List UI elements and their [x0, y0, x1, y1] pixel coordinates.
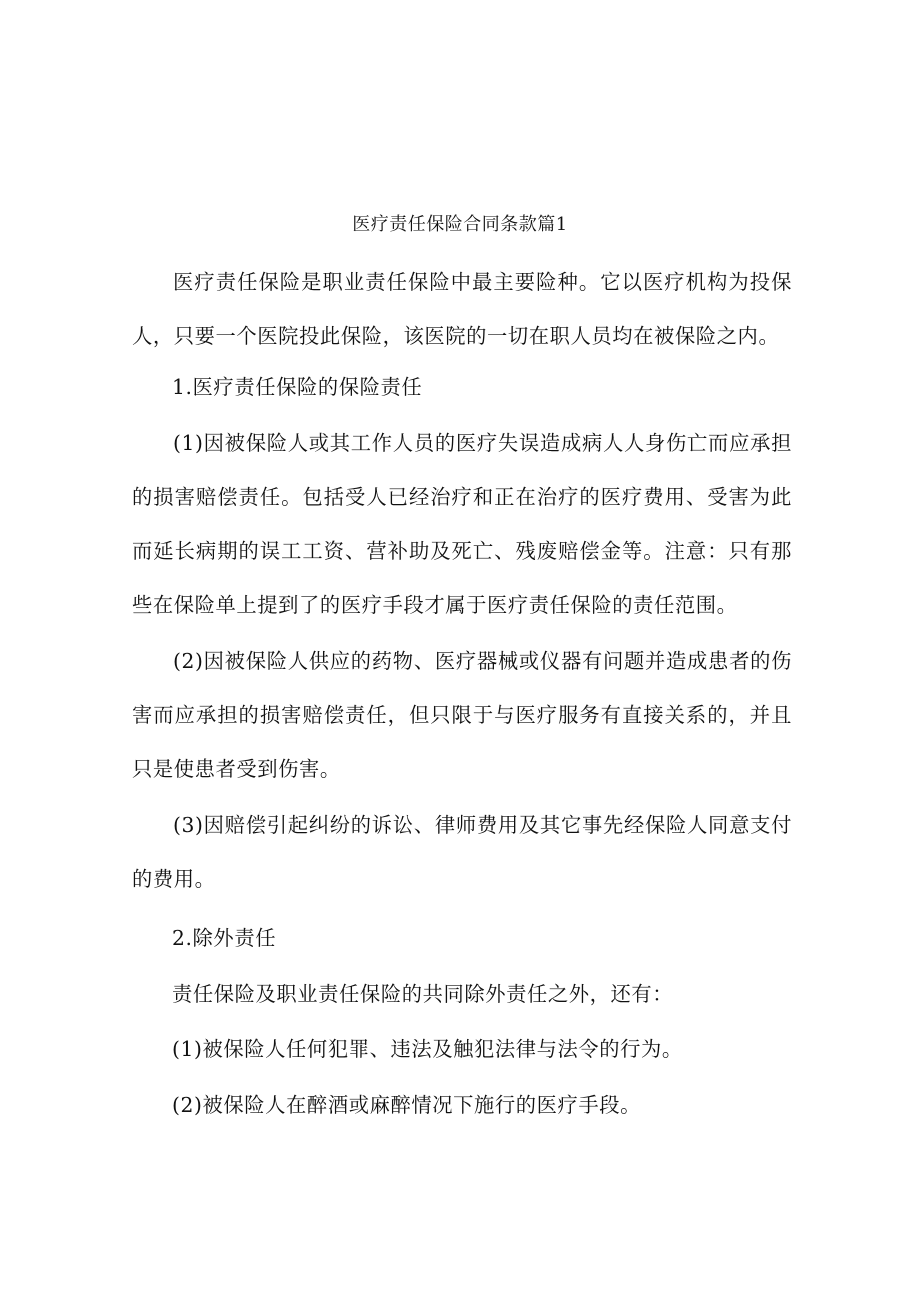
section-2-heading: 2.除外责任	[172, 926, 277, 950]
document-title: 医疗责任保险合同条款篇1	[352, 214, 568, 235]
section-1-item-1: (1)因被保险人或其工作人员的医疗失误造成病人人身伤亡而应承担的损害赔偿责任。包括受人已经治疗和正在治疗的医疗费用、受害为此而延长病期的误工工资、营补助及死亡、残废赔偿金等。注意：只有那些在保险单上提到了的医疗手段才属于医疗责任保险的责任范围。	[132, 431, 792, 617]
intro-paragraph: 医疗责任保险是职业责任保险中最主要险种。它以医疗机构为投保人，只要一个医院投此保险，该医院的一切在职人员均在被保险之内。	[132, 270, 792, 348]
section-1-item-2: (2)因被保险人供应的药物、医疗器械或仪器有问题并造成患者的伤害而应承担的损害赔偿责任，但只限于与医疗服务有直接关系的，并且只是使患者受到伤害。	[132, 649, 792, 781]
section-1-item-3: (3)因赔偿引起纠纷的诉讼、律师费用及其它事先经保险人同意支付的费用。	[132, 813, 792, 891]
section-2-item-2: (2)被保险人在醉酒或麻醉情况下施行的医疗手段。	[172, 1093, 642, 1117]
section-1-heading: 1.医疗责任保险的保险责任	[172, 375, 423, 399]
section-2-lead: 责任保险及职业责任保险的共同除外责任之外，还有：	[172, 982, 674, 1006]
section-2-item-1: (1)被保险人任何犯罪、违法及触犯法律与法令的行为。	[172, 1037, 683, 1061]
